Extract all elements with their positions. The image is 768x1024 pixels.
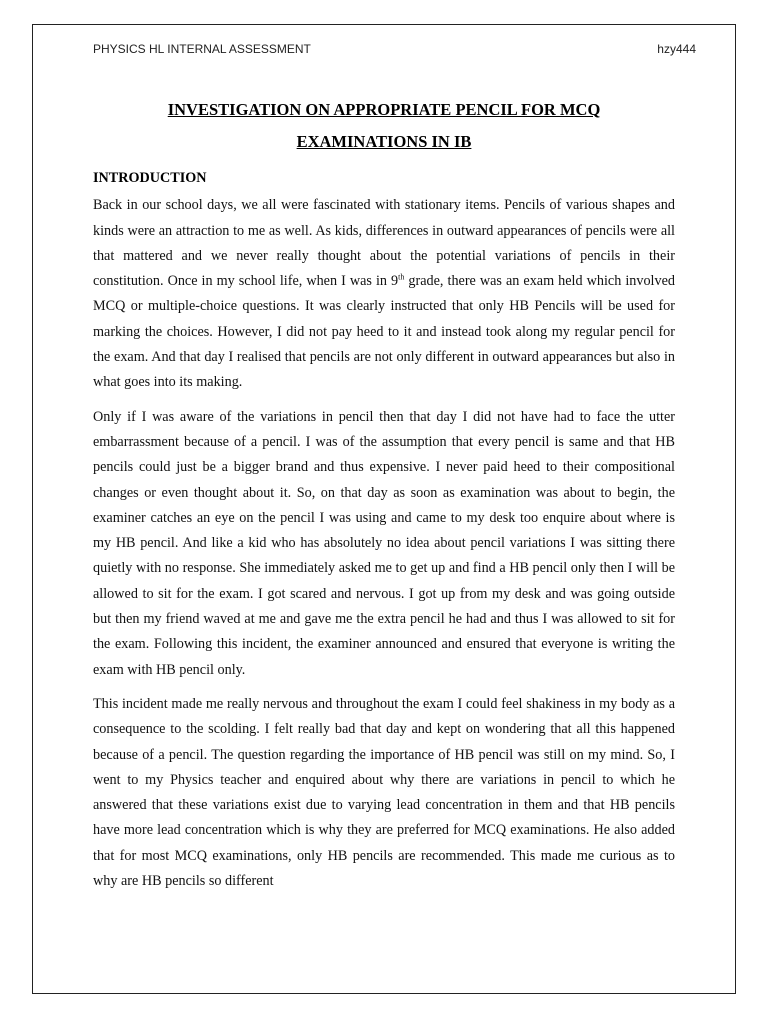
title-line-2: EXAMINATIONS IN IB (296, 132, 472, 151)
paragraph-2: Only if I was aware of the variations in pencil then that day I did not have had to face the utter embarrassment because of a pencil. I was of the assumption that every pencil is same and that HB pencils could just be a bigger brand and thus expensive. I never paid heed to their compositional changes or even thought about it. So, on that day as soon as examination was about to begin, the examiner catches an eye on the pencil I was using and came to my desk too enquire about where is my HB pencil. And like a kid who has absolutely no idea about pencil variations I was sitting there quietly with no response. She immediately asked me to get up and find a HB pencil only then I will be allowed to sit for the exam. I got scared and nervous. I got up from my desk and was going outside but then my friend waved at me and gave me the extra pencil he had and thus I was allowed to sit for the exam. Following this incident, the examiner announced and ensured that everyone is writing the exam with HB pencil only. (93, 408, 675, 678)
paragraph-3: This incident made me really nervous and throughout the exam I could feel shakiness in my body as a consequence to the scolding. I felt really bad that day and kept on wondering that all this happened because of a pencil. The question regarding the importance of HB pencil was still on my mind. So, I went to my Physics teacher and enquired about why there are variations in pencil to which he answered that these variations exist due to varying lead concentration in them and that HB pencils have more lead concentration which is why they are preferred for MCQ examinations. He also added that for most MCQ examinations, only HB pencils are recommended. This made me curious as to why are HB pencils so different (93, 695, 675, 890)
document-body (93, 166, 675, 903)
section-heading: INTRODUCTION (93, 170, 207, 186)
paragraph-1-text-b: grade, there was an exam held which involved MCQ or multiple-choice questions. It was clearly instructed that only HB Pencils will be used for marking the choices. However, I did not pay heed to it and instead took along my regular pencil for the exam. And that day I realised that pencils are not only different in outward appearances but also in what goes into its making. (93, 273, 675, 391)
paragraph-1-text-a: Back in our school days, we all were fascinated with stationary items. Pencils of various shapes and kinds were an attraction to me as well. As kids, differences in outward appearances of pencils were all that mattered and we never really thought about the potential variations of pencils in their constitution. Once in my school life, when I was in 9 (93, 197, 675, 290)
header-course-title: PHYSICS HL INTERNAL ASSESSMENT (93, 42, 311, 56)
title-line-1: INVESTIGATION ON APPROPRIATE PENCIL FOR MCQ (167, 100, 601, 119)
paragraph-1 (93, 193, 675, 395)
ordinal-superscript: th (398, 272, 405, 282)
page-header (93, 42, 696, 56)
header-candidate-code: hzy444 (657, 42, 696, 56)
document-title (93, 94, 675, 158)
